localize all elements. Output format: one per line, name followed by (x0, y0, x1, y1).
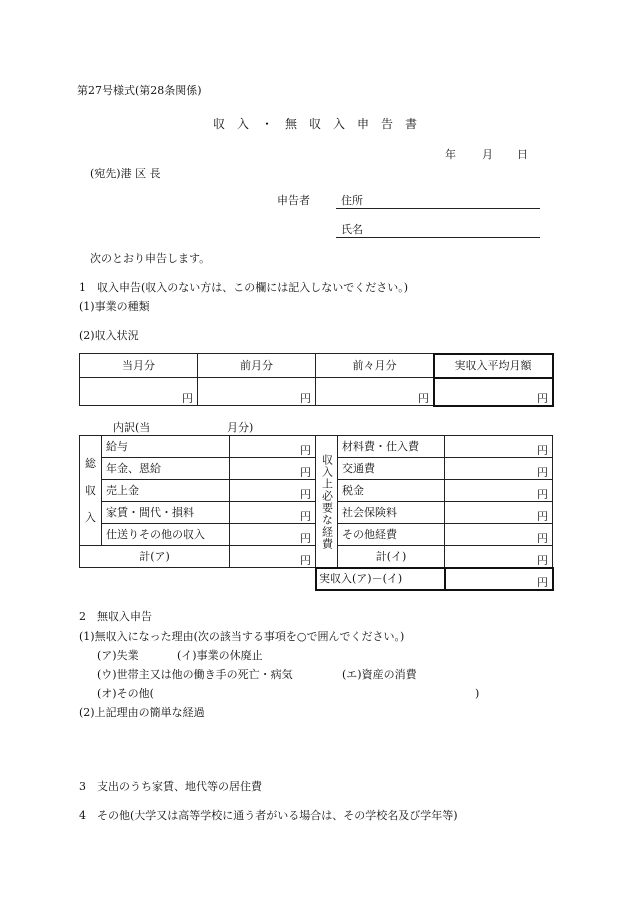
reason-business-closure[interactable]: (イ)事業の休廃止 (177, 649, 263, 662)
reason-other-close: ) (475, 687, 480, 700)
expense-item-social-insurance: 社会保険料 (338, 502, 445, 524)
business-type-label: (1)事業の種類 (79, 300, 150, 313)
net-income-amount-cell[interactable]: 円 (445, 568, 553, 590)
section2-heading: 2 無収入申告 (79, 610, 152, 623)
no-income-reason-label: (1)無収入になった理由(次の該当する事項を○で囲んでください。) (79, 630, 405, 643)
form-number: 第27号様式(第28条関係) (77, 84, 202, 97)
expense-label: 収入上必要な経費 (316, 436, 338, 568)
income-item-allowance: 仕送りその他の収入 (102, 524, 230, 546)
header-previous-month: 前月分 (198, 354, 316, 378)
expense-item-other: その他経費 (338, 524, 445, 546)
document-title: 収 入 ・ 無 収 入 申 告 書 (212, 117, 417, 131)
pension-amount-cell[interactable]: 円 (230, 458, 316, 480)
previous-month-amount-cell[interactable]: 円 (198, 378, 316, 406)
address-line[interactable] (336, 208, 540, 209)
reason-asset-consumption[interactable]: (エ)資産の消費 (342, 668, 417, 681)
net-income-label: 実収入(ア)－(イ) (316, 568, 445, 590)
name-line[interactable] (336, 237, 540, 238)
name-label: 氏名 (341, 223, 363, 236)
sales-amount-cell[interactable]: 円 (230, 480, 316, 502)
section1-heading: 1 収入申告(収入のない方は、この欄には記入しないでください。) (79, 281, 409, 294)
breakdown-label-prefix: 内訳(当 (113, 421, 151, 434)
intro-text: 次のとおり申告します。 (90, 252, 211, 265)
transport-amount-cell[interactable]: 円 (445, 458, 553, 480)
date-day: 日 (517, 148, 528, 161)
expense-item-materials: 材料費・仕入費 (338, 436, 445, 458)
expense-total-label: 計(イ) (338, 546, 445, 568)
income-item-pension: 年金、恩給 (102, 458, 230, 480)
total-income-label: 総 収 入 (80, 436, 102, 546)
section4-heading: 4 その他(大学又は高等学校に通う者がいる場合は、その学校名及び学年等) (79, 809, 458, 822)
expense-total-amount-cell[interactable]: 円 (445, 546, 553, 568)
date-year: 年 (445, 148, 456, 161)
section3-heading: 3 支出のうち家賃、地代等の居住費 (79, 780, 262, 793)
header-two-months-ago: 前々月分 (316, 354, 434, 378)
header-current-month: 当月分 (80, 354, 198, 378)
expense-item-tax: 税金 (338, 480, 445, 502)
income-table (79, 353, 553, 406)
reason-history-label: (2)上記理由の簡単な経過 (79, 706, 205, 719)
applicant-label: 申告者 (277, 194, 310, 207)
materials-amount-cell[interactable]: 円 (445, 436, 553, 458)
rent-amount-cell[interactable]: 円 (230, 502, 316, 524)
addressee: (宛先)港 区 長 (90, 167, 161, 180)
income-status-label: (2)収入状況 (79, 329, 139, 342)
income-item-rent: 家賃・間代・損料 (102, 502, 230, 524)
other-expense-amount-cell[interactable]: 円 (445, 524, 553, 546)
two-months-ago-amount-cell[interactable]: 円 (316, 378, 434, 406)
current-month-amount-cell[interactable]: 円 (80, 378, 198, 406)
tax-amount-cell[interactable]: 円 (445, 480, 553, 502)
average-income-amount-cell[interactable]: 円 (434, 378, 553, 406)
breakdown-label-suffix: 月分) (227, 421, 254, 434)
header-average-income: 実収入平均月額 (434, 354, 553, 378)
income-total-label: 計(ア) (80, 546, 230, 568)
address-label: 住所 (341, 194, 363, 207)
income-item-salary: 給与 (102, 436, 230, 458)
net-income-table (315, 567, 553, 590)
salary-amount-cell[interactable]: 円 (230, 436, 316, 458)
breakdown-table (79, 435, 553, 568)
social-insurance-amount-cell[interactable]: 円 (445, 502, 553, 524)
expense-item-transport: 交通費 (338, 458, 445, 480)
reason-other[interactable]: (オ)その他( (97, 687, 154, 700)
date-month: 月 (482, 148, 493, 161)
income-total-amount-cell[interactable]: 円 (230, 546, 316, 568)
reason-unemployment[interactable]: (ア)失業 (97, 649, 139, 662)
allowance-amount-cell[interactable]: 円 (230, 524, 316, 546)
reason-death-illness[interactable]: (ウ)世帯主又は他の働き手の死亡・病気 (97, 668, 293, 681)
income-item-sales: 売上金 (102, 480, 230, 502)
